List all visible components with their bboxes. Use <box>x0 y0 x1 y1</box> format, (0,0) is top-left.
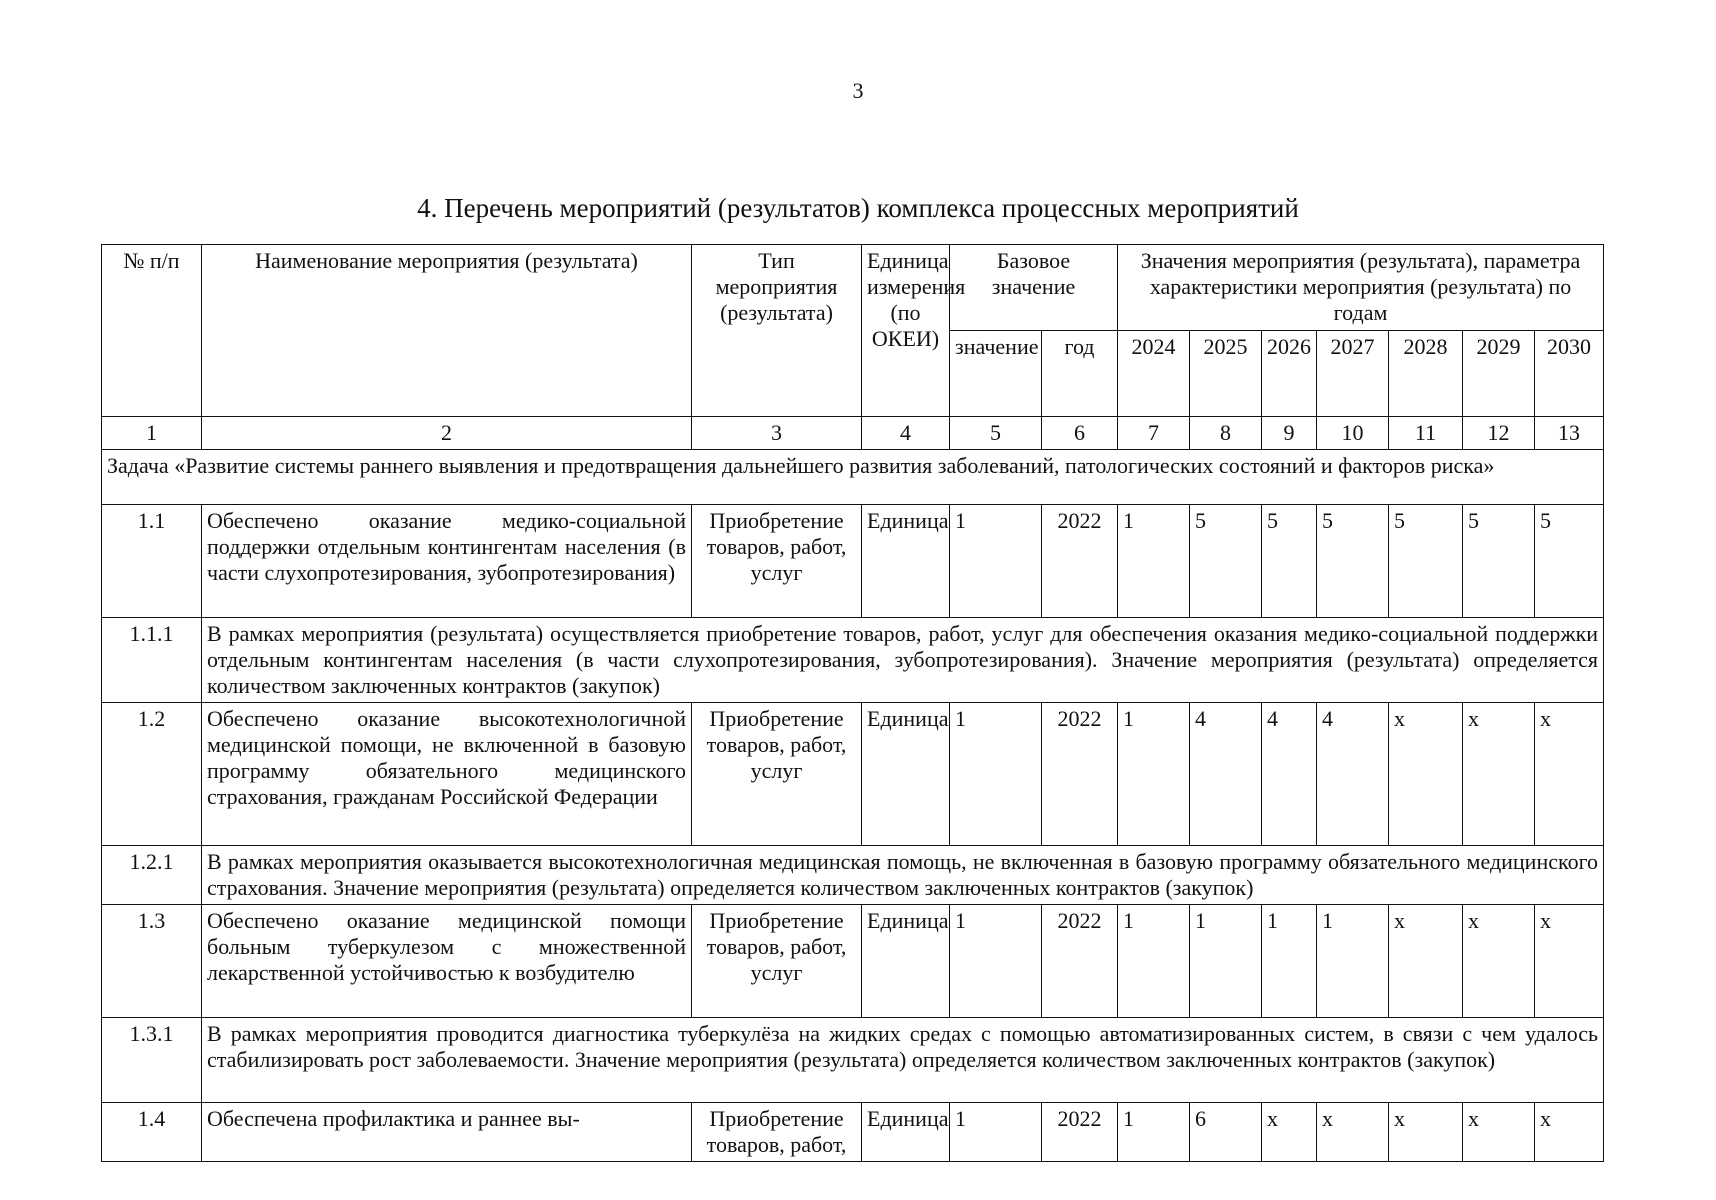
year-value: 4 <box>1317 703 1389 846</box>
row-number: 1.1.1 <box>102 618 202 703</box>
page-number: 3 <box>852 78 864 103</box>
year-value: 6 <box>1190 1102 1262 1161</box>
year-value: 1 <box>1118 703 1190 846</box>
measure-name: Обеспечено оказание медико-социальной поддержки отдельным контингентам населения (в части слухопротезирования, зубопротезирования) <box>202 505 692 618</box>
header-no: № п/п <box>102 245 202 417</box>
measure-name: Обеспечено оказание медицинской помощи больным туберкулезом с множественной лекарственной устойчивостью к возбудителю <box>202 904 692 1017</box>
base-year: 2022 <box>1042 505 1118 618</box>
header-base-value: значение <box>950 331 1042 417</box>
row-number: 1.2.1 <box>102 846 202 905</box>
year-value: x <box>1262 1102 1317 1161</box>
header-name: Наименование мероприятия (результата) <box>202 245 692 417</box>
measure-unit: Единица <box>862 703 950 846</box>
year-value: 1 <box>1317 904 1389 1017</box>
header-values: Значения мероприятия (результата), параметра характеристики мероприятия (результата) по годам <box>1118 245 1604 331</box>
year-value: x <box>1535 904 1604 1017</box>
table-row <box>102 904 1604 1017</box>
measure-type: Приобретение товаров, работ, <box>692 1102 862 1161</box>
column-number: 11 <box>1389 417 1463 450</box>
year-value: 4 <box>1262 703 1317 846</box>
year-value: 5 <box>1389 505 1463 618</box>
year-value: 5 <box>1535 505 1604 618</box>
measure-description: В рамках мероприятия проводится диагностика туберкулёза на жидких средах с помощью автоматизированных систем, в связи с чем удалось стабилизировать рост заболеваемости. Значение мероприятия (результата) определяется количеством заключенных контрактов (закупок) <box>202 1017 1604 1102</box>
column-number: 7 <box>1118 417 1190 450</box>
header-type: Тип мероприятия (результата) <box>692 245 862 417</box>
column-number: 12 <box>1463 417 1535 450</box>
year-value: x <box>1389 703 1463 846</box>
header-year: 2029 <box>1463 331 1535 417</box>
year-value: x <box>1389 904 1463 1017</box>
column-number: 8 <box>1190 417 1262 450</box>
measure-unit: Единица <box>862 904 950 1017</box>
header-year: 2028 <box>1389 331 1463 417</box>
year-value: 5 <box>1262 505 1317 618</box>
column-number: 3 <box>692 417 862 450</box>
year-value: 1 <box>1190 904 1262 1017</box>
column-number: 4 <box>862 417 950 450</box>
measure-description: В рамках мероприятия (результата) осуществляется приобретение товаров, работ, услуг для обеспечения оказания медико-социальной поддержки отдельным контингентам населения (в части слухопротезирования, зубопротезирования). Значение мероприятия (результата) определяется количеством заключенных контрактов (закупок) <box>202 618 1604 703</box>
row-number: 1.4 <box>102 1102 202 1161</box>
header-year: 2024 <box>1118 331 1190 417</box>
base-year: 2022 <box>1042 904 1118 1017</box>
section-heading: 4. Перечень мероприятий (результатов) комплекса процессных мероприятий <box>417 193 1299 223</box>
base-year: 2022 <box>1042 1102 1118 1161</box>
year-value: x <box>1317 1102 1389 1161</box>
year-value: x <box>1463 703 1535 846</box>
header-year: 2027 <box>1317 331 1389 417</box>
year-value: x <box>1463 1102 1535 1161</box>
year-value: x <box>1535 703 1604 846</box>
year-value: 1 <box>1262 904 1317 1017</box>
year-value: 5 <box>1190 505 1262 618</box>
year-value: x <box>1535 1102 1604 1161</box>
row-number: 1.3.1 <box>102 1017 202 1102</box>
measure-name: Обеспечено оказание высокотехнологичной медицинской помощи, не включенной в базовую программу обязательного медицинского страхования, гражданам Российской Федерации <box>202 703 692 846</box>
column-number: 5 <box>950 417 1042 450</box>
header-year: 2025 <box>1190 331 1262 417</box>
row-number: 1.2 <box>102 703 202 846</box>
row-number: 1.1 <box>102 505 202 618</box>
base-value: 1 <box>950 703 1042 846</box>
base-value: 1 <box>950 1102 1042 1161</box>
header-base: Базовое значение <box>950 245 1118 331</box>
year-value: 5 <box>1463 505 1535 618</box>
measure-description: В рамках мероприятия оказывается высокотехнологичная медицинская помощь, не включенная в базовую программу обязательного медицинского страхования. Значение мероприятия (результата) определяется количеством заключенных контрактов (закупок) <box>202 846 1604 905</box>
table-row <box>102 703 1604 846</box>
year-value: 1 <box>1118 1102 1190 1161</box>
year-value: 1 <box>1118 904 1190 1017</box>
table-row <box>102 505 1604 618</box>
column-number: 13 <box>1535 417 1604 450</box>
column-number: 9 <box>1262 417 1317 450</box>
column-number: 1 <box>102 417 202 450</box>
year-value: x <box>1463 904 1535 1017</box>
column-number: 2 <box>202 417 692 450</box>
measure-type: Приобретение товаров, работ, услуг <box>692 904 862 1017</box>
row-number: 1.3 <box>102 904 202 1017</box>
base-year: 2022 <box>1042 703 1118 846</box>
base-value: 1 <box>950 505 1042 618</box>
measure-type: Приобретение товаров, работ, услуг <box>692 703 862 846</box>
task-row: Задача «Развитие системы раннего выявления и предотвращения дальнейшего развития заболеваний, патологических состояний и факторов риска» <box>102 450 1604 505</box>
year-value: 1 <box>1118 505 1190 618</box>
measure-unit: Единица <box>862 505 950 618</box>
column-number: 6 <box>1042 417 1118 450</box>
measure-unit: Единица <box>862 1102 950 1161</box>
year-value: 4 <box>1190 703 1262 846</box>
measures-table <box>101 244 1604 1162</box>
header-year: 2030 <box>1535 331 1604 417</box>
year-value: x <box>1389 1102 1463 1161</box>
year-value: 5 <box>1317 505 1389 618</box>
header-unit: Единица измерения (по ОКЕИ) <box>862 245 950 417</box>
measure-name: Обеспечена профилактика и раннее вы- <box>202 1102 692 1161</box>
base-value: 1 <box>950 904 1042 1017</box>
table-row <box>102 1102 1604 1161</box>
header-year: 2026 <box>1262 331 1317 417</box>
column-number: 10 <box>1317 417 1389 450</box>
measure-type: Приобретение товаров, работ, услуг <box>692 505 862 618</box>
header-base-year: год <box>1042 331 1118 417</box>
